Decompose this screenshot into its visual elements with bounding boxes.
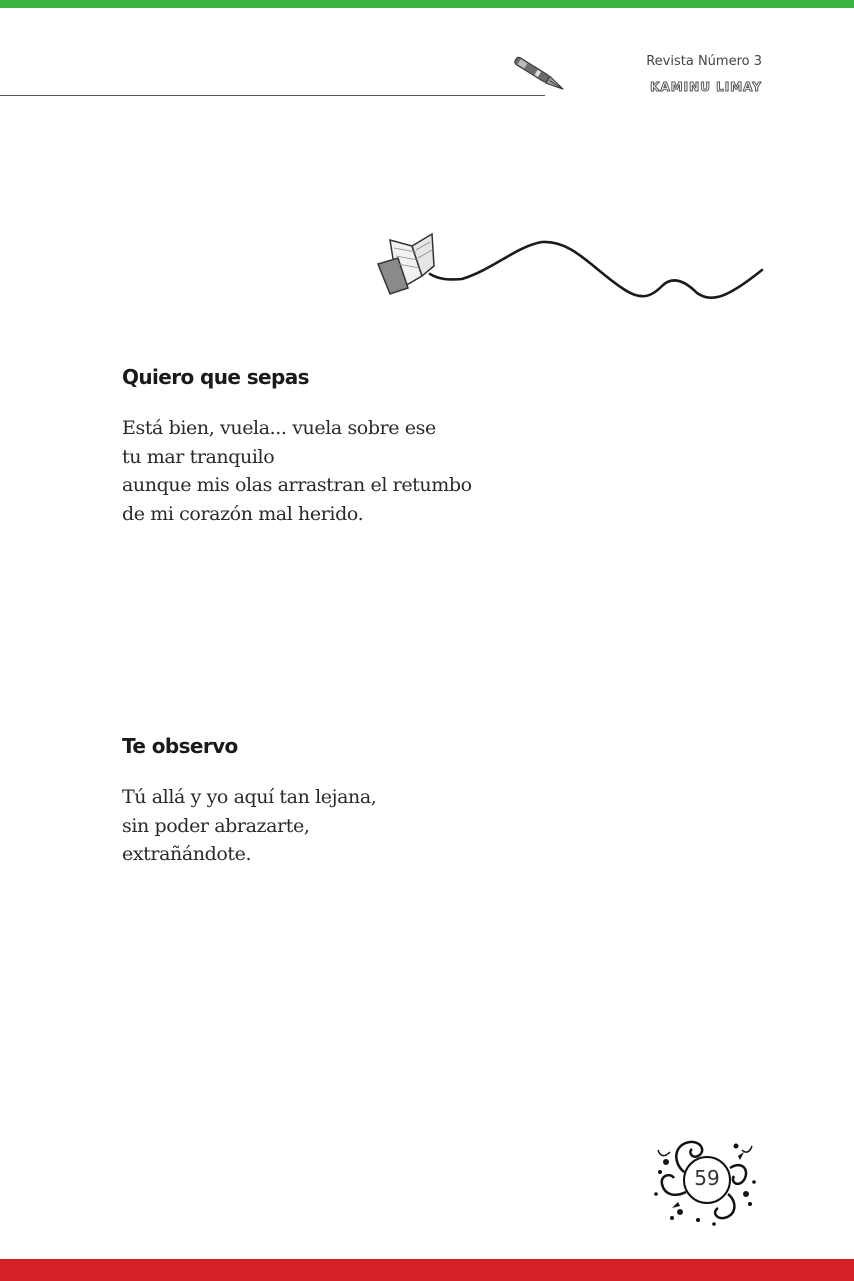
magazine-logo: KAMINU LIMAY <box>650 80 762 94</box>
page-number: 59 <box>694 1166 720 1190</box>
poem-line: de mi corazón mal herido. <box>122 502 364 525</box>
poem-line: Tú allá y yo aquí tan lejana, <box>122 786 377 808</box>
poem-quiero-que-sepas <box>122 365 472 528</box>
poem-line: sin poder abrazarte, <box>122 814 310 837</box>
poem-title: Te observo <box>122 734 238 758</box>
poem-title: Quiero que sepas <box>122 365 309 389</box>
fountain-pen-icon <box>505 52 579 100</box>
bottom-color-bar <box>0 1259 854 1281</box>
top-color-bar <box>0 0 854 8</box>
header-rule <box>0 95 545 96</box>
poem-line: tu mar tranquilo <box>122 445 275 468</box>
poem-line: extrañándote. <box>122 843 252 865</box>
magazine-issue: Revista Número 3 <box>646 54 762 69</box>
flying-book-icon <box>372 218 767 308</box>
poem-line: Está bien, vuela... vuela sobre ese <box>122 417 436 439</box>
poem-te-observo <box>122 734 376 869</box>
poem-line: aunque mis olas arrastran el retumbo <box>122 474 472 496</box>
